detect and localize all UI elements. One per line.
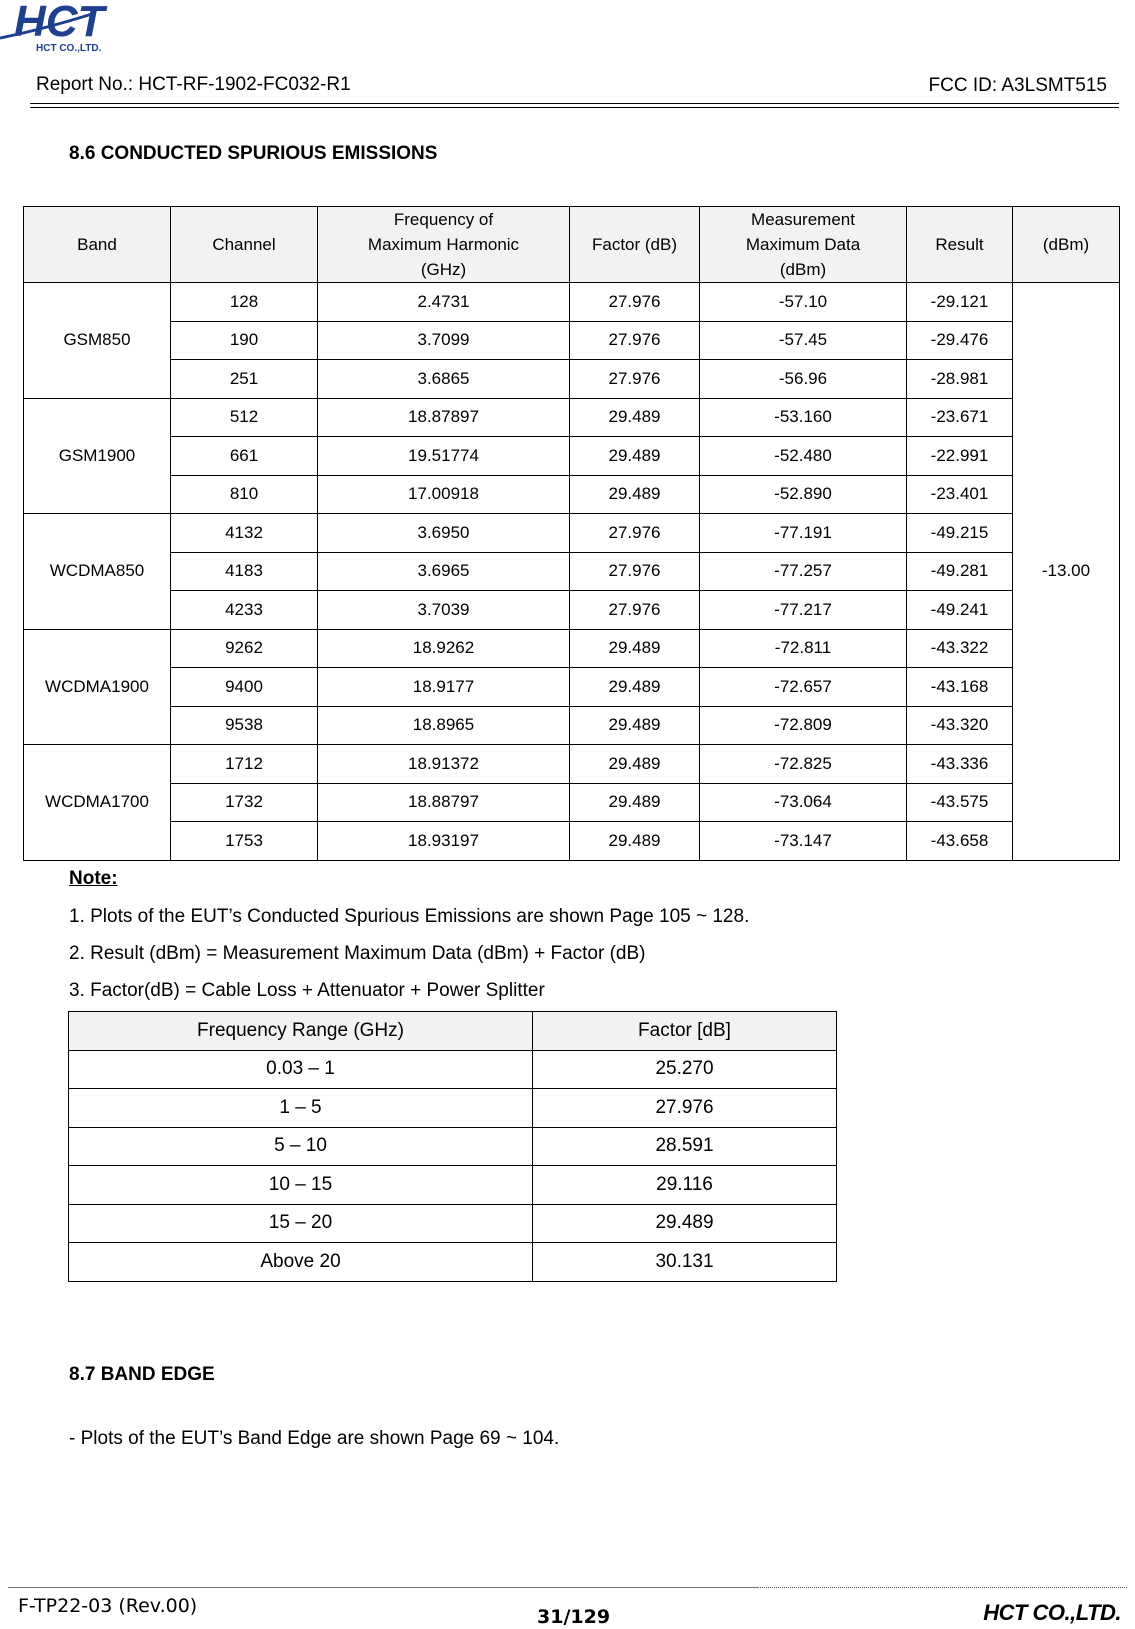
range-cell: 10 – 15 <box>69 1166 533 1205</box>
table-row <box>24 629 1120 668</box>
frequency-cell: 3.6950 <box>318 514 570 553</box>
factor-cell: 25.270 <box>533 1050 837 1089</box>
measurement-cell: -77.217 <box>700 591 907 630</box>
result-cell: -29.476 <box>907 321 1013 360</box>
measurement-cell: -52.890 <box>700 475 907 514</box>
table-row <box>24 668 1120 707</box>
channel-cell: 661 <box>171 437 318 476</box>
result-cell: -43.336 <box>907 745 1013 784</box>
header-limit: (dBm) <box>1013 207 1120 283</box>
channel-cell: 251 <box>171 360 318 399</box>
band-cell: WCDMA850 <box>24 514 171 630</box>
section-title-8-7: 8.7 BAND EDGE <box>69 1364 215 1385</box>
factor-cell: 30.131 <box>533 1243 837 1282</box>
result-cell: -43.168 <box>907 668 1013 707</box>
result-cell: -43.320 <box>907 706 1013 745</box>
factor-cell: 29.489 <box>570 822 700 861</box>
band-edge-text: - Plots of the EUT’s Band Edge are shown Page 69 ~ 104. <box>69 1428 560 1449</box>
result-cell: -23.401 <box>907 475 1013 514</box>
header-measurement: Measurement Maximum Data (dBm) <box>700 207 907 283</box>
factor-cell: 27.976 <box>570 321 700 360</box>
table-row <box>24 591 1120 630</box>
header-frequency: Frequency of Maximum Harmonic (GHz) <box>318 207 570 283</box>
note-title: Note: <box>69 868 118 889</box>
factor-cell: 29.489 <box>570 745 700 784</box>
channel-cell: 4132 <box>171 514 318 553</box>
footer-company-logo: HCT CO.,LTD. <box>983 1600 1121 1625</box>
range-cell: 1 – 5 <box>69 1089 533 1128</box>
frequency-cell: 18.87897 <box>318 398 570 437</box>
header-band: Band <box>24 207 171 283</box>
header-result: Result <box>907 207 1013 283</box>
measurement-cell: -73.147 <box>700 822 907 861</box>
band-cell: WCDMA1900 <box>24 629 171 745</box>
report-number: Report No.: HCT-RF-1902-FC032-R1 <box>36 74 351 95</box>
measurement-cell: -53.160 <box>700 398 907 437</box>
table-row <box>24 552 1120 591</box>
channel-cell: 1712 <box>171 745 318 784</box>
factor-cell: 29.489 <box>570 437 700 476</box>
result-cell: -23.671 <box>907 398 1013 437</box>
frequency-cell: 19.51774 <box>318 437 570 476</box>
range-cell: Above 20 <box>69 1243 533 1282</box>
header-factor: Factor (dB) <box>570 207 700 283</box>
measurement-cell: -57.45 <box>700 321 907 360</box>
factor-cell: 27.976 <box>570 591 700 630</box>
band-cell: GSM1900 <box>24 398 171 514</box>
note-line: 2. Result (dBm) = Measurement Maximum Data (dBm) + Factor (dB) <box>69 943 646 964</box>
measurement-cell: -72.825 <box>700 745 907 784</box>
table-row <box>24 360 1120 399</box>
band-cell: GSM850 <box>24 283 171 399</box>
factor-cell: 27.976 <box>533 1089 837 1128</box>
channel-cell: 4183 <box>171 552 318 591</box>
factor-cell: 27.976 <box>570 360 700 399</box>
result-cell: -22.991 <box>907 437 1013 476</box>
table-row <box>24 745 1120 784</box>
frequency-cell: 3.6865 <box>318 360 570 399</box>
factor-cell: 28.591 <box>533 1127 837 1166</box>
header-frequency-range: Frequency Range (GHz) <box>69 1012 533 1051</box>
table-header-row <box>24 207 1120 283</box>
table-row <box>24 706 1120 745</box>
channel-cell: 4233 <box>171 591 318 630</box>
measurement-cell: -72.811 <box>700 629 907 668</box>
header-divider <box>30 103 1119 104</box>
frequency-cell: 18.9262 <box>318 629 570 668</box>
measurement-cell: -52.480 <box>700 437 907 476</box>
spurious-emissions-table <box>23 206 1120 861</box>
measurement-cell: -77.257 <box>700 552 907 591</box>
factor-cell: 29.489 <box>570 783 700 822</box>
factor-table <box>68 1011 837 1282</box>
frequency-cell: 18.93197 <box>318 822 570 861</box>
measurement-cell: -73.064 <box>700 783 907 822</box>
result-cell: -49.241 <box>907 591 1013 630</box>
table-row <box>24 398 1120 437</box>
table-row <box>69 1127 837 1166</box>
result-cell: -43.658 <box>907 822 1013 861</box>
table-row <box>69 1204 837 1243</box>
factor-cell: 29.489 <box>533 1204 837 1243</box>
factor-header-row <box>69 1012 837 1051</box>
channel-cell: 810 <box>171 475 318 514</box>
result-cell: -29.121 <box>907 283 1013 322</box>
band-cell: WCDMA1700 <box>24 745 171 861</box>
measurement-cell: -72.809 <box>700 706 907 745</box>
table-row <box>24 475 1120 514</box>
factor-cell: 27.976 <box>570 514 700 553</box>
factor-cell: 29.489 <box>570 475 700 514</box>
frequency-cell: 3.6965 <box>318 552 570 591</box>
table-row <box>24 822 1120 861</box>
table-row <box>69 1166 837 1205</box>
channel-cell: 128 <box>171 283 318 322</box>
table-row <box>69 1089 837 1128</box>
table-row <box>24 283 1120 322</box>
channel-cell: 512 <box>171 398 318 437</box>
factor-cell: 29.489 <box>570 398 700 437</box>
factor-cell: 29.116 <box>533 1166 837 1205</box>
factor-cell: 27.976 <box>570 552 700 591</box>
result-cell: -49.281 <box>907 552 1013 591</box>
table-row <box>69 1243 837 1282</box>
result-cell: -49.215 <box>907 514 1013 553</box>
header-channel: Channel <box>171 207 318 283</box>
result-cell: -28.981 <box>907 360 1013 399</box>
note-line: 1. Plots of the EUT’s Conducted Spurious Emissions are shown Page 105 ~ 128. <box>69 906 750 927</box>
frequency-cell: 2.4731 <box>318 283 570 322</box>
factor-cell: 27.976 <box>570 283 700 322</box>
form-number: F-TP22-03 (Rev.00) <box>18 1595 198 1617</box>
factor-cell: 29.489 <box>570 706 700 745</box>
factor-cell: 29.489 <box>570 629 700 668</box>
channel-cell: 1753 <box>171 822 318 861</box>
frequency-cell: 3.7039 <box>318 591 570 630</box>
section-title-8-6: 8.6 CONDUCTED SPURIOUS EMISSIONS <box>69 143 438 164</box>
frequency-cell: 18.88797 <box>318 783 570 822</box>
table-row <box>24 514 1120 553</box>
company-logo <box>0 0 160 56</box>
range-cell: 0.03 – 1 <box>69 1050 533 1089</box>
range-cell: 15 – 20 <box>69 1204 533 1243</box>
range-cell: 5 – 10 <box>69 1127 533 1166</box>
table-row <box>69 1050 837 1089</box>
measurement-cell: -57.10 <box>700 283 907 322</box>
frequency-cell: 18.91372 <box>318 745 570 784</box>
logo-text: HCT <box>14 0 105 46</box>
factor-cell: 29.489 <box>570 668 700 707</box>
channel-cell: 1732 <box>171 783 318 822</box>
table-row <box>24 783 1120 822</box>
result-cell: -43.322 <box>907 629 1013 668</box>
frequency-cell: 3.7099 <box>318 321 570 360</box>
header-divider-thin <box>30 107 1119 108</box>
measurement-cell: -77.191 <box>700 514 907 553</box>
frequency-cell: 18.8965 <box>318 706 570 745</box>
table-row <box>24 321 1120 360</box>
channel-cell: 9262 <box>171 629 318 668</box>
result-cell: -43.575 <box>907 783 1013 822</box>
measurement-cell: -72.657 <box>700 668 907 707</box>
limit-cell: -13.00 <box>1013 283 1120 861</box>
channel-cell: 9538 <box>171 706 318 745</box>
measurement-cell: -56.96 <box>700 360 907 399</box>
frequency-cell: 17.00918 <box>318 475 570 514</box>
channel-cell: 190 <box>171 321 318 360</box>
logo-subtext: HCT CO.,LTD. <box>36 43 102 54</box>
frequency-cell: 18.9177 <box>318 668 570 707</box>
footer-divider-solid <box>8 1587 758 1588</box>
page-number: 31/129 <box>537 1606 611 1628</box>
channel-cell: 9400 <box>171 668 318 707</box>
table-row <box>24 437 1120 476</box>
fcc-id: FCC ID: A3LSMT515 <box>928 75 1107 96</box>
note-line: 3. Factor(dB) = Cable Loss + Attenuator + Power Splitter <box>69 980 545 1001</box>
header-factor-db: Factor [dB] <box>533 1012 837 1051</box>
